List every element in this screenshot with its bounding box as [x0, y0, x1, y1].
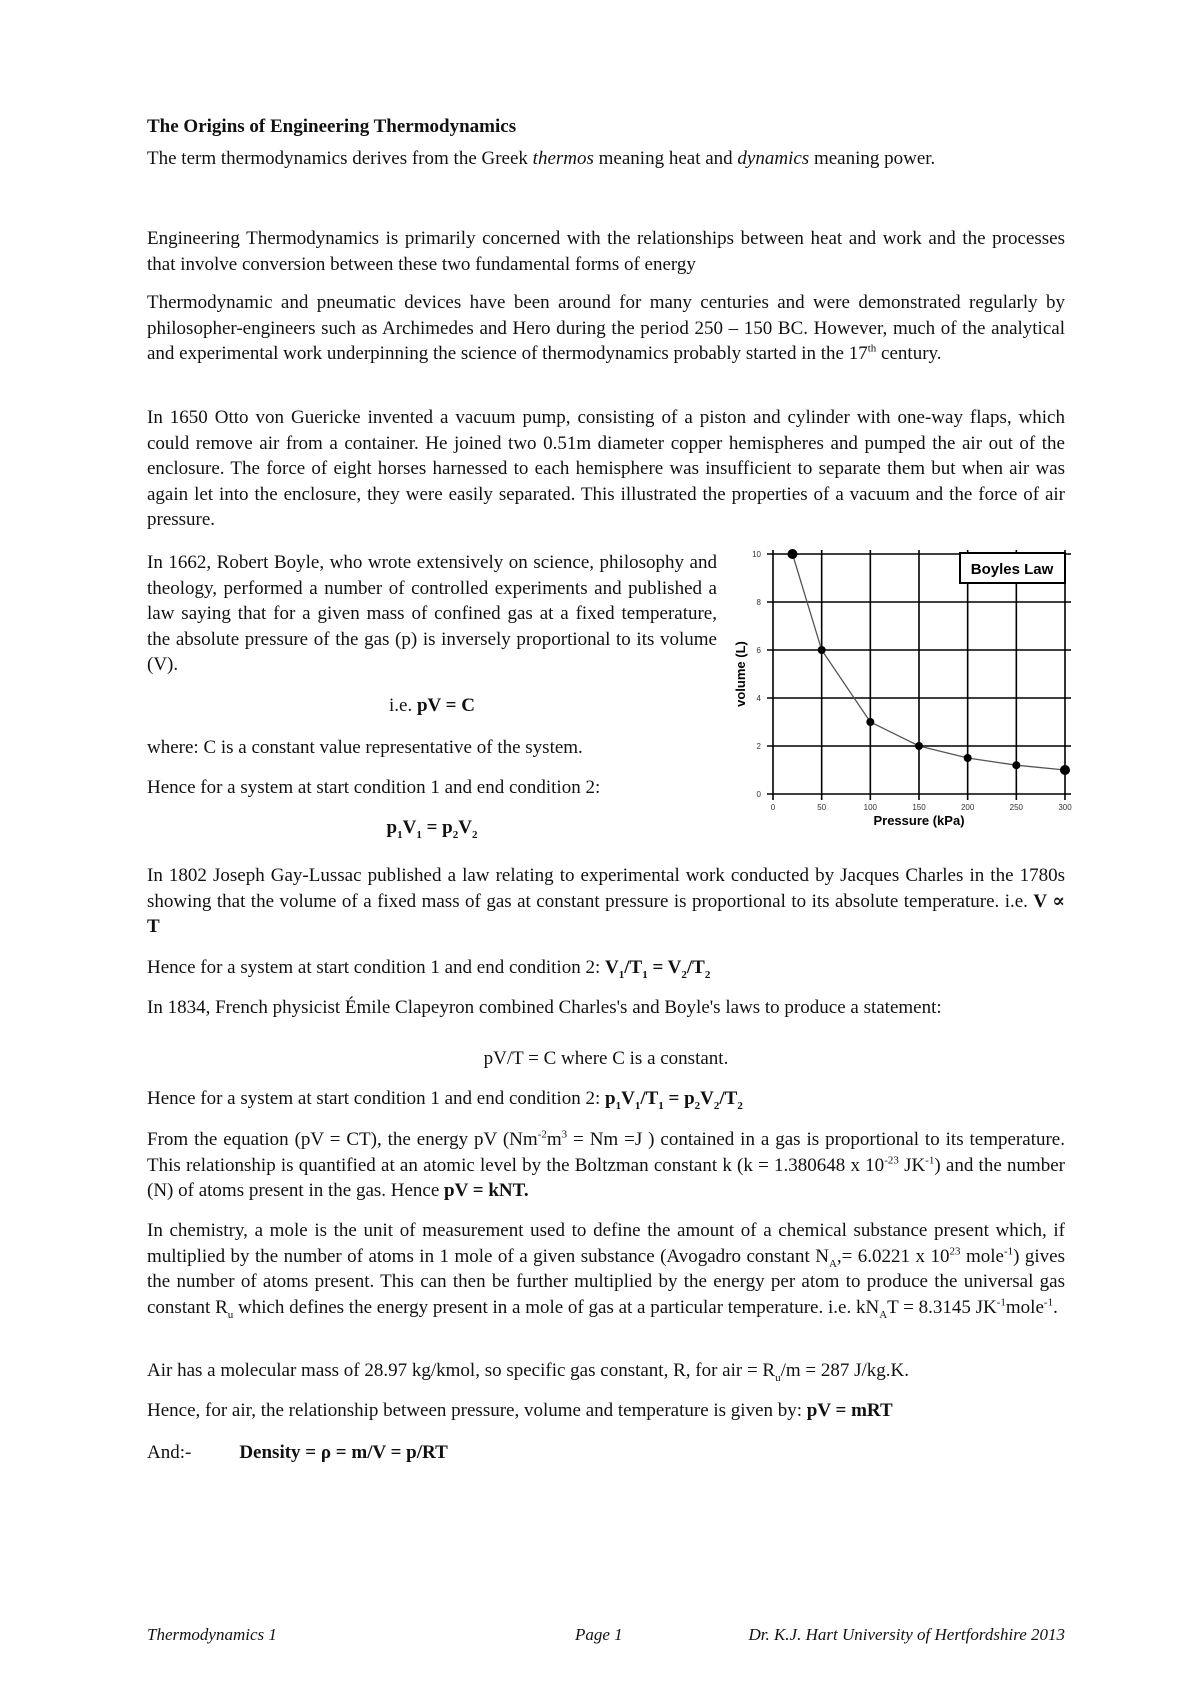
data-series-line	[792, 554, 1065, 770]
chart-title: Boyles Law	[970, 561, 1054, 578]
paragraph-air-gas-constant: Air has a molecular mass of 28.97 kg/kmol, so specific gas constant, R, for air = $R_u/m = 287$ J/kg.K.	[147, 1360, 910, 1384]
paragraph-clapeyron: In 1834, French physicist Émile Clapeyron combined Charles's and Boyle's laws to produce a statement:	[147, 997, 942, 1018]
equation-boyle: i.e. pV = C	[389, 695, 475, 716]
paragraph-boltzmann: From the equation (pV = CT), the energy pV ($Nm^{-2}m^3 = Nm =J$ ) contained in a gas is proportional to its temperature. This relationship is quantified at an atomic level by the Boltzman constant k (k = 1.380648 x $10^{-23}$ $JK^{-1}$) and the number (N) of atoms present in the gas. Hence pV = kNT.	[147, 1128, 1065, 1201]
paragraph-history: Thermodynamic and pneumatic devices have been around for many centuries and were demonstrated regularly by philosopher-engineers such as Archimedes and Hero during the period 250 – 150 BC. However, much of the analytical and experimental work underpinning the science of thermodynamics probably started in the 17th century.	[147, 292, 1065, 364]
paragraph-density: And:- Density = ρ = m/V = p/RT	[147, 1442, 448, 1463]
data-point	[1012, 761, 1020, 769]
paragraph-combined-conditions: Hence for a system at start condition 1 and end condition 2: $p_1V_1/T_1 = p_2V_2/T_2$	[147, 1088, 743, 1112]
y-tick-label: 10	[752, 550, 761, 559]
y-tick-label: 2	[756, 742, 761, 751]
y-tick-label: 0	[756, 790, 761, 799]
x-tick-label: 250	[1009, 803, 1024, 812]
footer-author: Dr. K.J. Hart University of Hertfordshire 2013	[748, 1625, 1065, 1644]
x-axis-label: Pressure (kPa)	[873, 813, 965, 828]
paragraph-gay-lussac: In 1802 Joseph Gay-Lussac published a law relating to experimental work conducted by Jacques Charles in the 1780s showing that the volume of a fixed mass of gas at constant pressure is proportional to its absolute temperature. i.e. V ∝ T	[147, 865, 1065, 937]
data-point	[915, 742, 923, 750]
data-point	[787, 549, 797, 559]
x-tick-label: 300	[1058, 803, 1072, 812]
x-tick-label: 200	[960, 803, 975, 812]
data-point	[964, 754, 972, 762]
page-title: The Origins of Engineering Thermodynamics	[147, 116, 517, 137]
paragraph-conditions: Hence for a system at start condition 1 and end condition 2:	[147, 777, 601, 798]
paragraph-etymology: The term thermodynamics derives from the Greek thermos meaning heat and dynamics meaning power.	[147, 148, 936, 169]
y-tick-label: 8	[756, 598, 761, 607]
paragraph-guericke: In 1650 Otto von Guericke invented a vacuum pump, consisting of a piston and cylinder with one-way flaps, which could remove air from a container. He joined two 0.51m diameter copper hemispheres and pumped the air out of the enclosure. The force of eight horses harnessed to each hemisphere was insufficient to separate them but when air was again let into the enclosure, they were easily separated. This illustrated the properties of a vacuum and the force of air pressure.	[147, 407, 1065, 530]
footer-course: Thermodynamics 1	[147, 1625, 277, 1644]
x-tick-label: 150	[912, 803, 926, 812]
x-tick-label: 100	[863, 803, 878, 812]
paragraph-ideal-gas: Hence, for air, the relationship between pressure, volume and temperature is given by: pV = mRT	[147, 1400, 893, 1421]
x-tick-label: 0	[770, 803, 776, 812]
y-axis-label: volume (L)	[733, 641, 748, 707]
y-tick-label: 4	[756, 694, 761, 703]
data-point	[818, 646, 826, 654]
x-tick-label: 50	[817, 803, 827, 812]
boyles-law-chart	[575, 538, 1095, 838]
paragraph-charles-conditions: Hence for a system at start condition 1 and end condition 2: $V_1/T_1 = V_2/T_2$	[147, 957, 711, 981]
equation-clapeyron: pV/T = C where C is a constant.	[483, 1048, 729, 1069]
footer-page-number: Page 1	[575, 1625, 623, 1644]
document-page	[147, 0, 1065, 1696]
paragraph-constant: where: C is a constant value representative of the system.	[147, 737, 583, 758]
y-tick-label: 6	[756, 646, 761, 655]
paragraph-mole: In chemistry, a mole is the unit of measurement used to define the amount of a chemical substance present which, if multiplied by the number of atoms in 1 mole of a given substance (Avogadro constant $N_A,= 6.0221$ x $10^{23}$ mole$^{-1}$) gives the number of atoms present. This can then be further multiplied by the energy per atom to produce the universal gas constant $R_u$ which defines the energy present in a mole of gas at a particular temperature. i.e. $kN_AT = 8.3145$ $JK^{-1}mole^{-1}$.	[147, 1220, 1065, 1321]
paragraph-definition: Engineering Thermodynamics is primarily concerned with the relationships between heat and work and the processes that involve conversion between these two fundamental forms of energy	[147, 228, 1065, 275]
equation-p1v1-p2v2: $p_1V_1 = p_2V_2$	[386, 817, 478, 841]
data-point	[1060, 765, 1070, 775]
paragraph-boyle: In 1662, Robert Boyle, who wrote extensively on science, philosophy and theology, performed a number of controlled experiments and published a law saying that for a given mass of confined gas at a fixed temperature, the absolute pressure of the gas (p) is inversely proportional to its volume (V).	[147, 552, 717, 675]
data-point	[866, 718, 874, 726]
